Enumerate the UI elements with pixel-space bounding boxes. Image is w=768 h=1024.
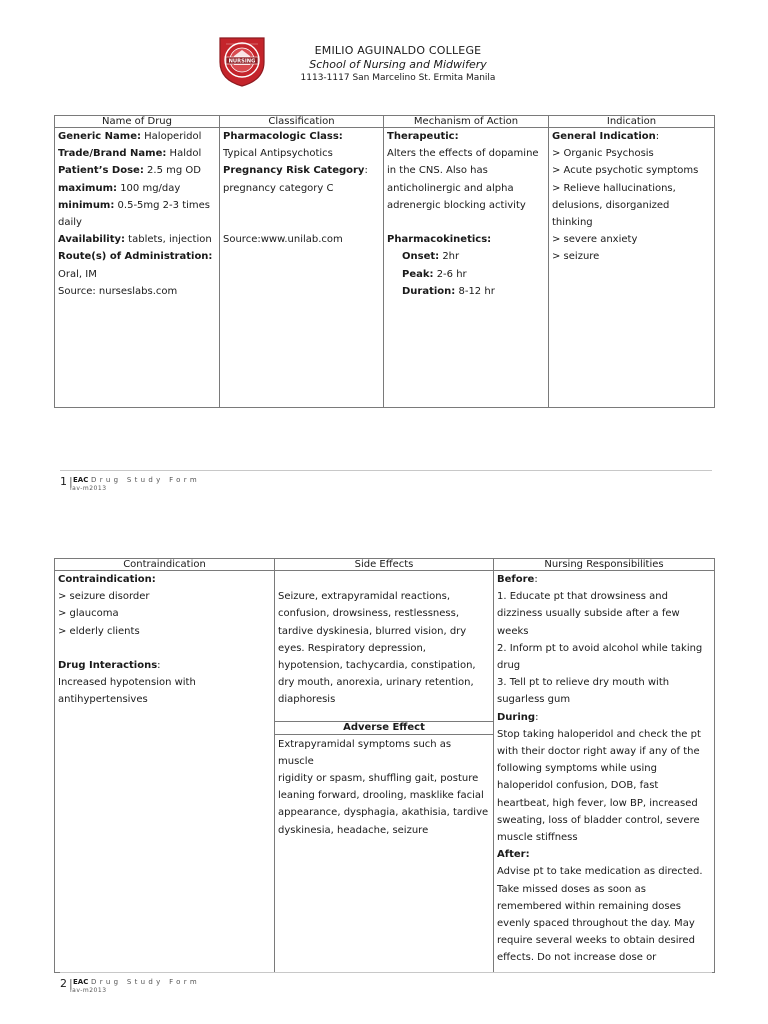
indication-item: > Relieve hallucinations, [552, 182, 676, 194]
cell-classification [220, 128, 384, 408]
before-line: 3. Tell pt to relieve dry mouth with [497, 677, 670, 689]
page-number: 1 [60, 475, 67, 488]
route-label: Route(s) of Administration: [58, 251, 213, 263]
mechanism-line: in the CNS. Also has [387, 165, 488, 177]
minimum-dose-line-cont: daily [58, 217, 82, 229]
page-footer-1 [60, 470, 712, 492]
maximum-dose-line: maximum: 100 mg/day [58, 182, 181, 194]
cell-indication [549, 128, 715, 408]
indication-item: > Acute psychotic symptoms [552, 165, 699, 177]
side-effects-line: eyes. Respiratory depression, [278, 642, 426, 654]
document-header [216, 32, 736, 88]
column-header-contraindication: Contraindication [55, 559, 275, 571]
general-indication-label: General Indication: [552, 131, 660, 142]
cell-nursing-responsibilities [494, 571, 715, 973]
pharmacologic-class-label: Pharmacologic Class: [223, 131, 343, 142]
minimum-dose-line: minimum: 0.5-5mg 2-3 times [58, 199, 210, 211]
side-effects-line: hypotension, tachycardia, constipation, [278, 660, 476, 671]
after-label: After: [497, 849, 530, 861]
cell-contraindication [55, 571, 275, 973]
mechanism-line: anticholinergic and alpha [387, 182, 514, 194]
adverse-effect-header: Adverse Effect [275, 721, 493, 735]
column-header-side-effects: Side Effects [275, 559, 494, 571]
before-line: weeks [497, 625, 529, 637]
adverse-effect-line: rigidity or spasm, shuffling gait, posture [278, 773, 479, 785]
before-line: dizziness usually subside after a few [497, 608, 680, 620]
college-seal-logo [216, 32, 268, 88]
contraindication-item: > glaucoma [58, 608, 119, 620]
mechanism-line: adrenergic blocking activity [387, 199, 526, 211]
during-line: heartbeat, high fever, low BP, increased [497, 797, 698, 809]
column-header-classification: Classification [220, 116, 384, 128]
after-line: require several weeks to obtain desired [497, 935, 695, 947]
contraindication-label: Contraindication: [58, 574, 156, 585]
before-line: 2. Inform pt to avoid alcohol while taking [497, 642, 703, 654]
during-line: muscle stiffness [497, 832, 578, 844]
indication-item: > severe anxiety [552, 234, 638, 246]
during-line: following symptoms while using [497, 763, 657, 775]
after-line: Advise pt to take medication as directed. [497, 866, 703, 878]
drug-interactions-label: Drug Interactions: [58, 660, 161, 671]
pregnancy-category-label: Pregnancy Risk Category: [223, 165, 368, 177]
college-address: 1113-1117 San Marcelino St. Ermita Manila [300, 73, 496, 83]
cell-mechanism [384, 128, 549, 408]
footer-form-name: Drug Study Form [91, 476, 200, 484]
cell-side-effects [275, 571, 494, 973]
before-line: 1. Educate pt that drowsiness and [497, 591, 668, 603]
page-number: 2 [60, 977, 67, 990]
drug-source: Source: nurseslabs.com [58, 285, 178, 297]
school-name: School of Nursing and Midwifery [309, 58, 487, 71]
route-value: Oral, IM [58, 268, 97, 280]
duration-line: Duration: 8-12 hr [402, 285, 495, 297]
before-label: Before: [497, 574, 538, 585]
indication-item: > Organic Psychosis [552, 148, 654, 160]
therapeutic-label: Therapeutic: [387, 131, 459, 142]
adverse-effect-line: appearance, dysphagia, akathisia, tardive [278, 807, 489, 819]
adverse-effect-line: Extrapyramidal symptoms such as muscle [278, 738, 452, 767]
contraindication-item: > elderly clients [58, 625, 140, 637]
indication-item: > seizure [552, 251, 600, 263]
side-effects-line: diaphoresis [278, 694, 336, 706]
during-line: with their doctor right away if any of the [497, 746, 700, 758]
svg-text:NURSING: NURSING [228, 58, 256, 65]
footer-code: lav-m2013 [70, 485, 107, 492]
side-effects-line: Seizure, extrapyramidal reactions, [278, 591, 450, 603]
footer-code: lav-m2013 [70, 987, 107, 994]
contraindication-item: > seizure disorder [58, 591, 150, 603]
before-line: drug [497, 660, 521, 672]
after-line: evenly spaced throughout the day. May [497, 918, 695, 930]
footer-eac: EAC [73, 476, 89, 484]
generic-name-line: Generic Name: Haloperidol [58, 131, 202, 142]
drug-interactions-line: Increased hypotension with [58, 677, 196, 689]
indication-item: thinking [552, 217, 593, 229]
indication-item: delusions, disorganized [552, 199, 670, 211]
adverse-effect-line: dyskinesia, headache, seizure [278, 824, 429, 836]
drug-study-table-page1 [54, 115, 715, 408]
side-effects-line: dry mouth, anorexia, urinary retention, [278, 677, 474, 689]
patient-dose-line: Patient’s Dose: 2.5 mg OD [58, 165, 201, 177]
pharmacokinetics-label: Pharmacokinetics: [387, 234, 492, 246]
column-header-name-of-drug: Name of Drug [55, 116, 220, 128]
column-header-nursing-responsibilities: Nursing Responsibilities [494, 559, 715, 571]
peak-line: Peak: 2-6 hr [402, 268, 467, 280]
drug-interactions-line: antihypertensives [58, 694, 148, 706]
drug-study-table-page2 [54, 558, 715, 973]
pharmacologic-class-value: Typical Antipsychotics [223, 148, 333, 160]
during-label: During: [497, 711, 539, 723]
during-line: haloperidol confusion, DOB, fast [497, 780, 659, 792]
footer-separator: | [69, 977, 73, 990]
classification-source: Source:www.unilab.com [223, 234, 343, 246]
before-line: sugarless gum [497, 694, 571, 706]
footer-form-name: Drug Study Form [91, 978, 200, 986]
college-name: EMILIO AGUINALDO COLLEGE [314, 44, 482, 57]
column-header-indication: Indication [549, 116, 715, 128]
after-line: effects. Do not increase dose or [497, 952, 657, 964]
page-footer-2 [60, 972, 712, 994]
pregnancy-category-value: pregnancy category C [223, 182, 334, 194]
onset-line: Onset: 2hr [402, 251, 460, 263]
side-effects-line: confusion, drowsiness, restlessness, [278, 608, 460, 620]
adverse-effect-line: leaning forward, drooling, masklike facial [278, 790, 484, 802]
footer-eac: EAC [73, 978, 89, 986]
side-effects-line: tardive dyskinesia, blurred vision, dry [278, 625, 467, 637]
during-line: Stop taking haloperidol and check the pt [497, 728, 701, 740]
after-line: Take missed doses as soon as [497, 883, 646, 895]
cell-name-of-drug [55, 128, 220, 408]
column-header-mechanism: Mechanism of Action [384, 116, 549, 128]
mechanism-line: Alters the effects of dopamine [387, 148, 539, 160]
footer-separator: | [69, 475, 73, 488]
availability-line: Availability: tablets, injection [58, 234, 212, 246]
during-line: sweating, loss of bladder control, severe [497, 814, 700, 826]
trade-name-line: Trade/Brand Name: Haldol [58, 148, 202, 160]
after-line: remembered within remaining doses [497, 900, 681, 912]
